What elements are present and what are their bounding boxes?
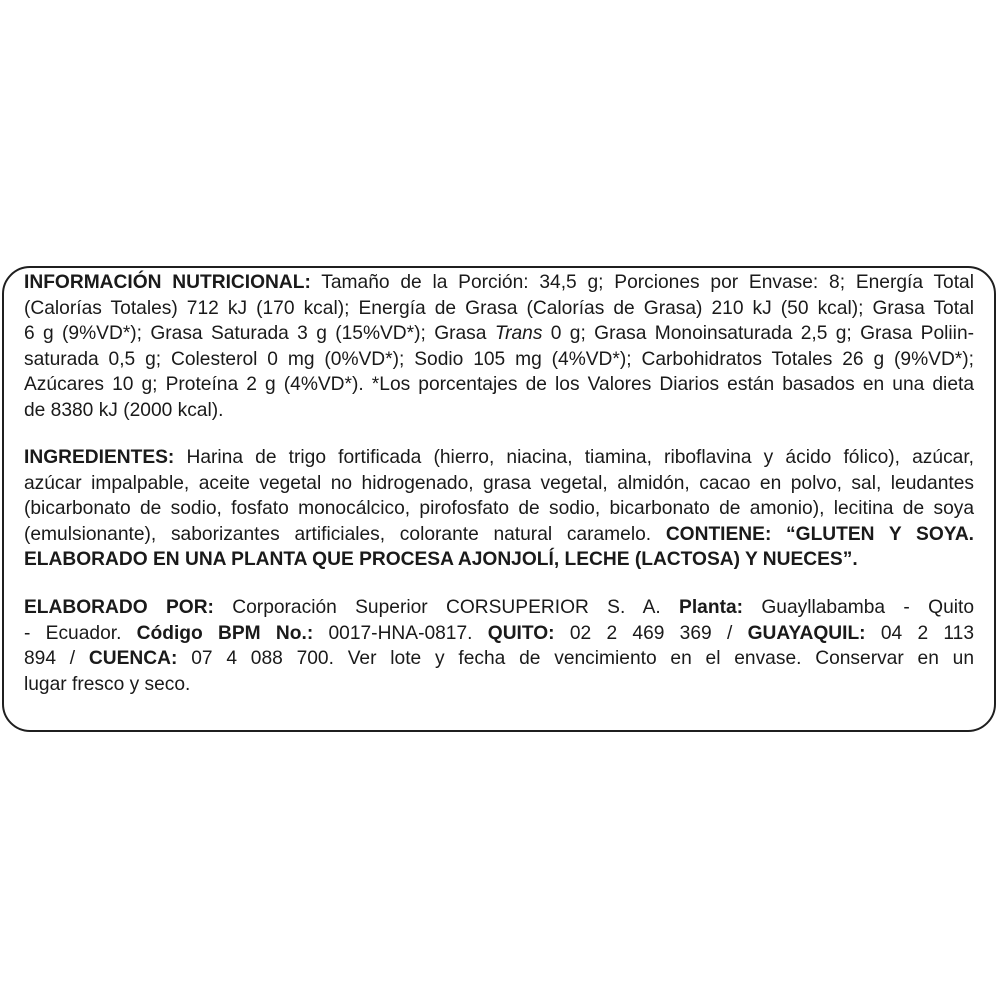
ingredients-line-1 [24,445,974,471]
guayaquil-phone-part: 04 2 113 [865,622,974,644]
nutrition-line-6: de 8380 kJ (2000 kcal). [24,399,224,421]
nutrition-text-3a: 6 g (9%VD*); Grasa Saturada 3 g (15%VD*); Grasa [24,323,495,344]
nutrition-line-4: saturada 0,5 g; Colesterol 0 mg (0%VD*); Sodio 105 mg (4%VD*); Carbohidratos Totales 26 g (9%VD*); [24,348,974,370]
trans-italic-word: Trans [494,323,543,344]
ingredients-line-3: (bicarbonato de sodio, fosfato monocálcico, pirofosfato de sodio, bicarbonato de amonio), lecitina de soya [24,498,974,519]
bpm-code-value: 0017-HNA-0817. [313,622,488,644]
ingredients-paragraph [24,445,974,573]
producer-line-3 [24,646,974,672]
ingredients-heading: INGREDIENTES: [24,447,175,468]
quito-label: QUITO: [487,622,555,644]
producer-line-1 [24,595,974,621]
producer-line-2 [24,621,974,647]
ingredients-text-1: Harina de trigo fortificada (hierro, niacina, tiamina, riboflavina y ácido fólico), azúcar, [174,447,974,468]
nutrition-facts-paragraph [24,270,974,423]
nutrition-text-3b: 0 g; Grasa Monoinsaturada 2,5 g; Grasa Poliin- [542,323,975,344]
producer-line-4: lugar fresco y seco. [24,673,191,695]
cuenca-phone-and-notes: 07 4 088 700. Ver lote y fecha de vencimiento en el envase. Conservar en un [177,648,974,669]
plant-label: Planta: [679,597,744,618]
bpm-code-label: Código BPM No.: [136,622,314,644]
nutrition-line-5: Azúcares 10 g; Proteína 2 g (4%VD*). *Los porcentajes de los Valores Diarios están basados en una dieta [24,374,974,395]
allergen-contains-text: CONTIENE: “GLUTEN Y SOYA. [665,523,975,545]
cuenca-label: CUENCA: [88,648,178,669]
ingredients-line-5 [24,547,974,573]
ingredients-text-4a: (emulsionante), saborizantes artificiales, colorante natural caramelo. [24,523,666,545]
ingredients-line-2: azúcar impalpable, aceite vegetal no hidrogenado, grasa vegetal, almidón, cacao en polvo, sal, leudantes [24,472,974,494]
nutrition-heading: INFORMACIÓN NUTRICIONAL: [24,272,311,293]
ingredients-line-4 [24,522,974,548]
quito-phone: 02 2 469 369 / [554,622,748,644]
nutrition-line-1 [24,270,974,296]
nutrition-line-2: (Calorías Totales) 712 kJ (170 kcal); Energía de Grasa (Calorías de Grasa) 210 kJ (50 kcal); Grasa Total [24,297,974,319]
guayaquil-label: GUAYAQUIL: [747,622,866,644]
guayaquil-phone-end: 894 / [24,648,89,669]
nutrition-text-1: Tamaño de la Porción: 34,5 g; Porciones por Envase: 8; Energía Total [310,272,974,293]
allergen-plant-warning: ELABORADO EN UNA PLANTA QUE PROCESA AJONJOLÍ, LECHE (LACTOSA) Y NUECES”. [24,549,858,570]
nutrition-line-3 [24,321,974,347]
plant-location: Guayllabamba - Quito [743,597,974,618]
producer-paragraph [24,595,974,697]
producer-company: Corporación Superior CORSUPERIOR S. A. [213,597,680,618]
producer-heading: ELABORADO POR: [24,597,214,618]
producer-country: - Ecuador. [24,622,137,644]
